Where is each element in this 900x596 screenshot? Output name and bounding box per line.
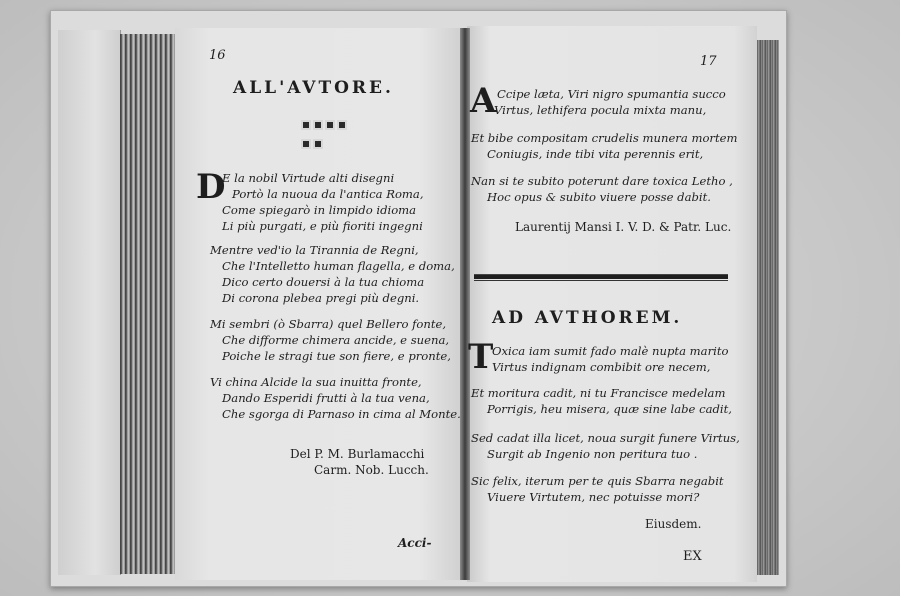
left-drop-cap: D	[196, 167, 226, 207]
left-page-number: 16	[209, 48, 226, 63]
verse-line: Hoc opus & subito viuere posse dabit.	[487, 190, 711, 204]
verse-line: Di corona plebea pregi più degni.	[222, 291, 420, 305]
left-signature-line: Del P. M. Burlamacchi	[290, 447, 425, 461]
verse-line: Virtus, lethifera pocula mixta manu,	[494, 103, 707, 117]
verse-line: Come spiegarò in limpido idioma	[222, 203, 417, 217]
verse-line: Vi china Alcide la sua inuitta fronte,	[210, 375, 422, 389]
verse-line: Ccipe læta, Viri nigro spumantia succo	[497, 87, 726, 101]
verse-line: Dico certo douersi à la tua chioma	[222, 275, 425, 289]
verse-line: Che l'Intelletto human flagella, e doma,	[222, 259, 455, 273]
verse-line: Surgit ab Ingenio non peritura tuo .	[487, 447, 698, 461]
verse-line: Sed cadat illa licet, noua surgit funere Virtus,	[471, 431, 740, 445]
cover-flap	[58, 30, 121, 575]
left-page-heading: ALL'AVTORE.	[233, 78, 394, 98]
verse-line: Coniugis, inde tibi vita perennis erit,	[487, 147, 704, 161]
left-catchword: Acci-	[398, 536, 432, 550]
verse-line: Virtus indignam combibit ore necem,	[492, 360, 711, 374]
verse-line: Sic felix, iterum per te quis Sbarra negabit	[471, 474, 724, 488]
section-divider-thin	[474, 280, 728, 281]
verse-line: Porrigis, heu misera, quæ sine labe cadit,	[487, 402, 732, 416]
verse-line: Che difforme chimera ancide, e suena,	[222, 333, 450, 347]
book-gutter	[460, 28, 470, 580]
section-divider	[474, 274, 728, 279]
verse-line: Oxica iam sumit fado malè nupta marito	[492, 344, 729, 358]
verse-line: Et moritura cadit, ni tu Francisce medelam	[471, 386, 726, 400]
page-stack-left	[120, 34, 175, 574]
verse-line: Nan si te subito poterunt dare toxica Letho ,	[471, 174, 733, 188]
verse-line: Mentre ved'io la Tirannia de Regni,	[210, 243, 419, 257]
verse-line: E la nobil Virtude alti disegni	[222, 171, 395, 185]
right-catchword: EX	[683, 549, 702, 564]
verse-line: Viuere Virtutem, nec potuisse mori?	[487, 490, 700, 504]
page-stack-right	[757, 40, 779, 575]
right-page-number: 17	[700, 54, 717, 69]
verse-line: Poiche le stragi tue son fiere, e pronte,	[222, 349, 451, 363]
left-signature-line: Carm. Nob. Lucch.	[314, 463, 429, 477]
verse-line: Li più purgati, e più fioriti ingegni	[222, 219, 423, 233]
verse-line: Che sgorga di Parnaso in cima al Monte.	[222, 407, 461, 421]
verse-line: Mi sembri (ò Sbarra) quel Bellero fonte,	[210, 317, 447, 331]
right-top-signature: Laurentij Mansi I. V. D. & Patr. Luc.	[515, 220, 732, 234]
verse-line: Et bibe compositam crudelis munera mortem	[471, 131, 738, 145]
verse-line: Dando Esperidi frutti à la tua vena,	[222, 391, 430, 405]
verse-line: Portò la nuoua da l'antica Roma,	[232, 187, 424, 201]
right-drop-cap-t: T	[468, 337, 494, 377]
right-bottom-signature: Eiusdem.	[645, 517, 702, 531]
right-drop-cap-a: A	[470, 81, 497, 121]
right-page-heading: AD AVTHOREM.	[492, 308, 683, 328]
ornament-icon	[300, 116, 348, 148]
